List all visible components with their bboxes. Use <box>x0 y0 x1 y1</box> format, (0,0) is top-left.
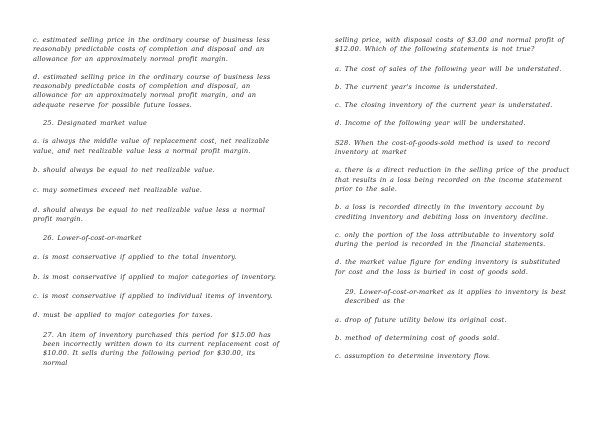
option-26b: b. is most conservative if applied to major categories of inventory. <box>33 272 277 281</box>
question-27: 27. An item of inventory purchased this period for $15.00 has been incorrectly written down to its current replacement cost of $10.00. It sells during the following period for $30.00, its normal <box>43 330 280 367</box>
option-24c: c. estimated selling price in the ordinary course of business less reasonably predictable costs of completion and disposal and an allowance for an approximately normal profit margin. <box>33 36 270 63</box>
option-27a: a. The cost of sales of the following year will be understated. <box>335 64 562 73</box>
question-26: 26. Lower-of-cost-or-market <box>43 234 142 243</box>
option-24d: d. estimated selling price in the ordinary course of business less reasonably predictable costs of completion and disposal, an allowance for an approximately normal profit margin, and an adequate reserve for possible future losses. <box>33 72 271 109</box>
option-25a: a. is always the middle value of replacement cost, net realizable value, and net realizable value less a normal profit margin. <box>33 137 270 155</box>
left-column <box>33 36 283 368</box>
option-28c: c. only the portion of the loss attributable to inventory sold during the period is recorded in the financial statements. <box>335 230 555 249</box>
option-27c: c. The closing inventory of the current year is understated. <box>335 101 553 110</box>
option-28a: a. there is a direct reduction in the selling price of the product that results in a loss being recorded on the income statement prior to the sale. <box>335 166 570 193</box>
option-27d: d. Income of the following year will be understated. <box>335 119 526 128</box>
option-25d: d. should always be equal to net realizable value less a normal profit margin. <box>33 205 265 223</box>
option-28b: b. a loss is recorded directly in the inventory account by crediting inventory and debiting loss on inventory decline. <box>335 203 549 221</box>
option-29a: a. drop of future utility below its original cost. <box>335 315 507 324</box>
option-25b: b. should always be equal to net realizable value. <box>33 165 215 174</box>
question-25: 25. Designated market value <box>43 119 148 128</box>
question-29: 29. Lower-of-cost-or-market as it applies to inventory is best described as the <box>345 288 566 306</box>
option-26d: d. must be applied to major categories for taxes. <box>33 311 213 320</box>
option-27b: b. The current year's income is understated. <box>335 82 498 91</box>
question-28: S28. When the cost-of-goods-sold method is used to record inventory at market <box>335 138 551 157</box>
question-27-continued: selling price, with disposal costs of $3.00 and normal profit of $12.00. Which of the following statements is not true? <box>335 36 565 54</box>
option-26a: a. is most conservative if applied to the total inventory. <box>33 253 237 262</box>
option-25c: c. may sometimes exceed net realizable value. <box>33 186 203 195</box>
option-28d: d. the market value figure for ending inventory is substituted for cost and the loss is buried in cost of goods sold. <box>335 258 561 276</box>
option-29b: b. method of determining cost of goods sold. <box>335 333 500 342</box>
option-29c: c. assumption to determine inventory flow. <box>335 352 491 361</box>
right-column <box>335 36 573 362</box>
option-26c: c. is most conservative if applied to individual items of inventory. <box>33 292 273 301</box>
